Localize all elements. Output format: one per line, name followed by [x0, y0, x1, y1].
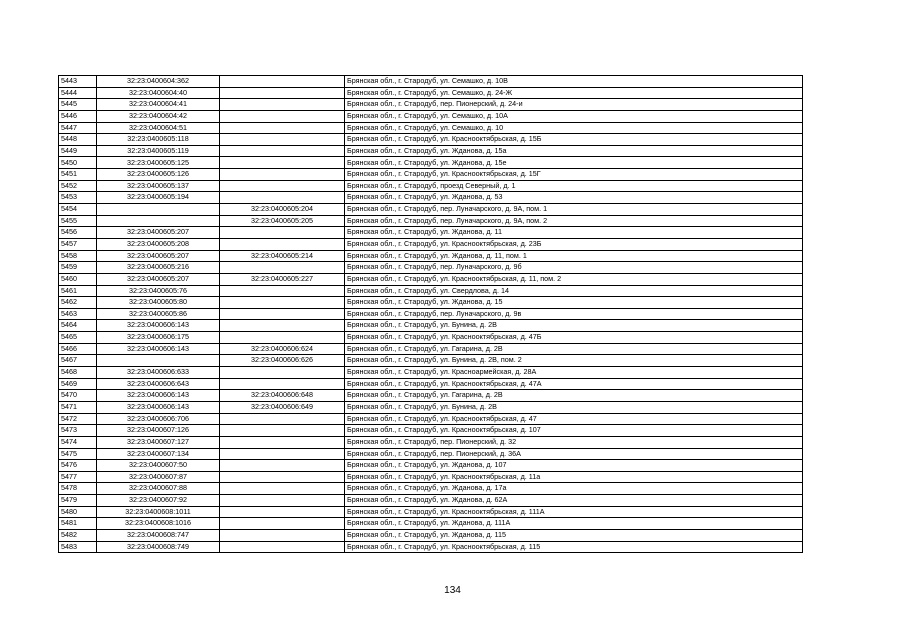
table-row [59, 215, 803, 227]
table-row [59, 227, 803, 239]
row-number-cell: 5458 [59, 250, 97, 262]
table-row [59, 192, 803, 204]
table-row [59, 413, 803, 425]
address-cell: Брянская обл., г. Стародуб, ул. Краснооктябрьская, д. 47Б [345, 332, 803, 344]
address-cell: Брянская обл., г. Стародуб, ул. Краснооктябрьская, д. 47 [345, 413, 803, 425]
row-number-cell: 5454 [59, 204, 97, 216]
address-cell: Брянская обл., г. Стародуб, ул. Краснооктябрьская, д. 23Б [345, 238, 803, 250]
address-cell: Брянская обл., г. Стародуб, пер. Пионерский, д. 32 [345, 436, 803, 448]
address-cell: Брянская обл., г. Стародуб, ул. Семашко, д. 24-Ж [345, 87, 803, 99]
parcel-number-cell: 32:23:0400605:137 [97, 180, 220, 192]
address-cell: Брянская обл., г. Стародуб, ул. Жданова, д. 115 [345, 529, 803, 541]
address-cell: Брянская обл., г. Стародуб, ул. Жданова, д. 15а [345, 145, 803, 157]
table-row [59, 169, 803, 181]
row-number-cell: 5474 [59, 436, 97, 448]
parcel-number-cell: 32:23:0400608:1011 [97, 506, 220, 518]
table-row [59, 332, 803, 344]
object-number-cell [220, 180, 345, 192]
object-number-cell [220, 169, 345, 181]
table-row [59, 297, 803, 309]
row-number-cell: 5479 [59, 495, 97, 507]
object-number-cell [220, 297, 345, 309]
records-table [58, 75, 803, 553]
object-number-cell [220, 436, 345, 448]
row-number-cell: 5447 [59, 122, 97, 134]
parcel-number-cell: 32:23:0400606:143 [97, 320, 220, 332]
parcel-number-cell: 32:23:0400607:87 [97, 471, 220, 483]
page-number: 134 [444, 585, 461, 596]
parcel-number-cell: 32:23:0400606:143 [97, 343, 220, 355]
parcel-number-cell: 32:23:0400607:50 [97, 460, 220, 472]
object-number-cell [220, 99, 345, 111]
address-cell: Брянская обл., г. Стародуб, ул. Семашко, д. 10В [345, 76, 803, 88]
table-row [59, 495, 803, 507]
address-cell: Брянская обл., г. Стародуб, ул. Семашко, д. 10 [345, 122, 803, 134]
parcel-number-cell: 32:23:0400607:88 [97, 483, 220, 495]
parcel-number-cell: 32:23:0400606:633 [97, 367, 220, 379]
parcel-number-cell: 32:23:0400605:118 [97, 134, 220, 146]
parcel-number-cell: 32:23:0400608:747 [97, 529, 220, 541]
row-number-cell: 5464 [59, 320, 97, 332]
object-number-cell [220, 157, 345, 169]
object-number-cell: 32:23:0400606:624 [220, 343, 345, 355]
object-number-cell [220, 285, 345, 297]
parcel-number-cell: 32:23:0400606:706 [97, 413, 220, 425]
row-number-cell: 5445 [59, 99, 97, 111]
object-number-cell [220, 332, 345, 344]
address-cell: Брянская обл., г. Стародуб, пер. Луначарского, д. 9б [345, 262, 803, 274]
object-number-cell [220, 448, 345, 460]
table-row [59, 180, 803, 192]
table-row [59, 308, 803, 320]
row-number-cell: 5469 [59, 378, 97, 390]
address-cell: Брянская обл., г. Стародуб, ул. Жданова, д. 15е [345, 157, 803, 169]
row-number-cell: 5478 [59, 483, 97, 495]
table-row [59, 390, 803, 402]
parcel-number-cell: 32:23:0400606:143 [97, 390, 220, 402]
table-row [59, 343, 803, 355]
object-number-cell [220, 529, 345, 541]
table-row [59, 238, 803, 250]
parcel-number-cell: 32:23:0400605:80 [97, 297, 220, 309]
parcel-number-cell: 32:23:0400606:643 [97, 378, 220, 390]
parcel-number-cell: 32:23:0400605:119 [97, 145, 220, 157]
object-number-cell: 32:23:0400606:648 [220, 390, 345, 402]
parcel-number-cell: 32:23:0400604:41 [97, 99, 220, 111]
table-row [59, 448, 803, 460]
address-cell: Брянская обл., г. Стародуб, ул. Краснооктябрьская, д. 11, пом. 2 [345, 273, 803, 285]
object-number-cell [220, 460, 345, 472]
object-number-cell [220, 495, 345, 507]
row-number-cell: 5477 [59, 471, 97, 483]
parcel-number-cell: 32:23:0400605:207 [97, 227, 220, 239]
table-row [59, 285, 803, 297]
address-cell: Брянская обл., г. Стародуб, ул. Краснооктябрьская, д. 115 [345, 541, 803, 553]
row-number-cell: 5450 [59, 157, 97, 169]
object-number-cell [220, 122, 345, 134]
object-number-cell [220, 192, 345, 204]
table-row [59, 145, 803, 157]
parcel-number-cell: 32:23:0400605:216 [97, 262, 220, 274]
object-number-cell [220, 378, 345, 390]
address-cell: Брянская обл., г. Стародуб, ул. Свердлова, д. 14 [345, 285, 803, 297]
table-row [59, 76, 803, 88]
address-cell: Брянская обл., г. Стародуб, ул. Краснооктябрьская, д. 15Г [345, 169, 803, 181]
row-number-cell: 5482 [59, 529, 97, 541]
object-number-cell [220, 238, 345, 250]
address-cell: Брянская обл., г. Стародуб, ул. Жданова, д. 107 [345, 460, 803, 472]
address-cell: Брянская обл., г. Стародуб, ул. Бунина, д. 2В [345, 320, 803, 332]
parcel-number-cell: 32:23:0400605:208 [97, 238, 220, 250]
parcel-number-cell: 32:23:0400606:175 [97, 332, 220, 344]
address-cell: Брянская обл., г. Стародуб, ул. Жданова, д. 111А [345, 518, 803, 530]
table-row [59, 471, 803, 483]
address-cell: Брянская обл., г. Стародуб, ул. Жданова, д. 11 [345, 227, 803, 239]
table-row [59, 122, 803, 134]
table-row [59, 250, 803, 262]
table-row [59, 518, 803, 530]
row-number-cell: 5453 [59, 192, 97, 204]
object-number-cell [220, 425, 345, 437]
records-table-body [59, 76, 803, 553]
address-cell: Брянская обл., г. Стародуб, ул. Жданова, д. 17а [345, 483, 803, 495]
address-cell: Брянская обл., г. Стародуб, пер. Луначарского, д. 9в [345, 308, 803, 320]
parcel-number-cell: 32:23:0400605:207 [97, 250, 220, 262]
object-number-cell [220, 506, 345, 518]
address-cell: Брянская обл., г. Стародуб, ул. Краснооктябрьская, д. 107 [345, 425, 803, 437]
parcel-number-cell: 32:23:0400604:42 [97, 110, 220, 122]
object-number-cell [220, 308, 345, 320]
object-number-cell [220, 518, 345, 530]
row-number-cell: 5476 [59, 460, 97, 472]
address-cell: Брянская обл., г. Стародуб, ул. Жданова, д. 15 [345, 297, 803, 309]
row-number-cell: 5459 [59, 262, 97, 274]
parcel-number-cell: 32:23:0400605:86 [97, 308, 220, 320]
table-row [59, 367, 803, 379]
row-number-cell: 5466 [59, 343, 97, 355]
row-number-cell: 5460 [59, 273, 97, 285]
table-row [59, 378, 803, 390]
address-cell: Брянская обл., г. Стародуб, пер. Пионерский, д. 36А [345, 448, 803, 460]
object-number-cell [220, 227, 345, 239]
address-cell: Брянская обл., г. Стародуб, ул. Гагарина, д. 2В [345, 390, 803, 402]
object-number-cell [220, 87, 345, 99]
address-cell: Брянская обл., г. Стародуб, ул. Краснооктябрьская, д. 47А [345, 378, 803, 390]
object-number-cell [220, 145, 345, 157]
table-row [59, 273, 803, 285]
parcel-number-cell: 32:23:0400604:362 [97, 76, 220, 88]
table-row [59, 529, 803, 541]
parcel-number-cell: 32:23:0400607:92 [97, 495, 220, 507]
parcel-number-cell: 32:23:0400607:127 [97, 436, 220, 448]
address-cell: Брянская обл., г. Стародуб, пер. Луначарского, д. 9А, пом. 2 [345, 215, 803, 227]
row-number-cell: 5483 [59, 541, 97, 553]
address-cell: Брянская обл., г. Стародуб, проезд Северный, д. 1 [345, 180, 803, 192]
parcel-number-cell [97, 215, 220, 227]
table-row [59, 87, 803, 99]
table-row [59, 355, 803, 367]
row-number-cell: 5456 [59, 227, 97, 239]
address-cell: Брянская обл., г. Стародуб, ул. Краснооктябрьская, д. 15Б [345, 134, 803, 146]
object-number-cell [220, 471, 345, 483]
address-cell: Брянская обл., г. Стародуб, ул. Краснооктябрьская, д. 11а [345, 471, 803, 483]
parcel-number-cell: 32:23:0400605:126 [97, 169, 220, 181]
table-row [59, 157, 803, 169]
object-number-cell [220, 413, 345, 425]
address-cell: Брянская обл., г. Стародуб, ул. Бунина, д. 2В, пом. 2 [345, 355, 803, 367]
object-number-cell [220, 110, 345, 122]
row-number-cell: 5465 [59, 332, 97, 344]
table-row [59, 320, 803, 332]
row-number-cell: 5481 [59, 518, 97, 530]
address-cell: Брянская обл., г. Стародуб, ул. Жданова, д. 53 [345, 192, 803, 204]
object-number-cell [220, 320, 345, 332]
row-number-cell: 5468 [59, 367, 97, 379]
table-row [59, 506, 803, 518]
row-number-cell: 5467 [59, 355, 97, 367]
object-number-cell: 32:23:0400605:227 [220, 273, 345, 285]
address-cell: Брянская обл., г. Стародуб, ул. Красноармейская, д. 28А [345, 367, 803, 379]
parcel-number-cell: 32:23:0400605:194 [97, 192, 220, 204]
address-cell: Брянская обл., г. Стародуб, пер. Пионерский, д. 24-и [345, 99, 803, 111]
row-number-cell: 5470 [59, 390, 97, 402]
parcel-number-cell: 32:23:0400605:76 [97, 285, 220, 297]
parcel-number-cell [97, 204, 220, 216]
address-cell: Брянская обл., г. Стародуб, ул. Гагарина, д. 2В [345, 343, 803, 355]
table-row [59, 99, 803, 111]
row-number-cell: 5451 [59, 169, 97, 181]
table-row [59, 436, 803, 448]
parcel-number-cell: 32:23:0400604:40 [97, 87, 220, 99]
object-number-cell: 32:23:0400606:649 [220, 401, 345, 413]
address-cell: Брянская обл., г. Стародуб, пер. Луначарского, д. 9А, пом. 1 [345, 204, 803, 216]
row-number-cell: 5473 [59, 425, 97, 437]
object-number-cell [220, 367, 345, 379]
parcel-number-cell: 32:23:0400606:143 [97, 401, 220, 413]
row-number-cell: 5472 [59, 413, 97, 425]
parcel-number-cell: 32:23:0400605:125 [97, 157, 220, 169]
address-cell: Брянская обл., г. Стародуб, ул. Семашко, д. 10А [345, 110, 803, 122]
row-number-cell: 5449 [59, 145, 97, 157]
object-number-cell [220, 483, 345, 495]
address-cell: Брянская обл., г. Стародуб, ул. Краснооктябрьская, д. 111А [345, 506, 803, 518]
parcel-number-cell: 32:23:0400607:126 [97, 425, 220, 437]
table-row [59, 134, 803, 146]
address-cell: Брянская обл., г. Стародуб, ул. Жданова, д. 62А [345, 495, 803, 507]
parcel-number-cell: 32:23:0400607:134 [97, 448, 220, 460]
table-row [59, 110, 803, 122]
row-number-cell: 5480 [59, 506, 97, 518]
object-number-cell: 32:23:0400605:205 [220, 215, 345, 227]
table-row [59, 460, 803, 472]
object-number-cell: 32:23:0400605:204 [220, 204, 345, 216]
parcel-number-cell: 32:23:0400608:1016 [97, 518, 220, 530]
address-cell: Брянская обл., г. Стародуб, ул. Бунина, д. 2В [345, 401, 803, 413]
row-number-cell: 5443 [59, 76, 97, 88]
row-number-cell: 5444 [59, 87, 97, 99]
row-number-cell: 5446 [59, 110, 97, 122]
table-row [59, 262, 803, 274]
row-number-cell: 5452 [59, 180, 97, 192]
object-number-cell [220, 134, 345, 146]
parcel-number-cell: 32:23:0400605:207 [97, 273, 220, 285]
address-cell: Брянская обл., г. Стародуб, ул. Жданова, д. 11, пом. 1 [345, 250, 803, 262]
object-number-cell [220, 262, 345, 274]
row-number-cell: 5471 [59, 401, 97, 413]
table-row [59, 425, 803, 437]
table-row [59, 483, 803, 495]
parcel-number-cell: 32:23:0400604:51 [97, 122, 220, 134]
object-number-cell [220, 76, 345, 88]
object-number-cell: 32:23:0400605:214 [220, 250, 345, 262]
row-number-cell: 5448 [59, 134, 97, 146]
table-row [59, 401, 803, 413]
object-number-cell [220, 541, 345, 553]
parcel-number-cell [97, 355, 220, 367]
table-row [59, 204, 803, 216]
table-row [59, 541, 803, 553]
row-number-cell: 5461 [59, 285, 97, 297]
row-number-cell: 5457 [59, 238, 97, 250]
row-number-cell: 5455 [59, 215, 97, 227]
object-number-cell: 32:23:0400606:626 [220, 355, 345, 367]
row-number-cell: 5462 [59, 297, 97, 309]
row-number-cell: 5475 [59, 448, 97, 460]
parcel-number-cell: 32:23:0400608:749 [97, 541, 220, 553]
row-number-cell: 5463 [59, 308, 97, 320]
